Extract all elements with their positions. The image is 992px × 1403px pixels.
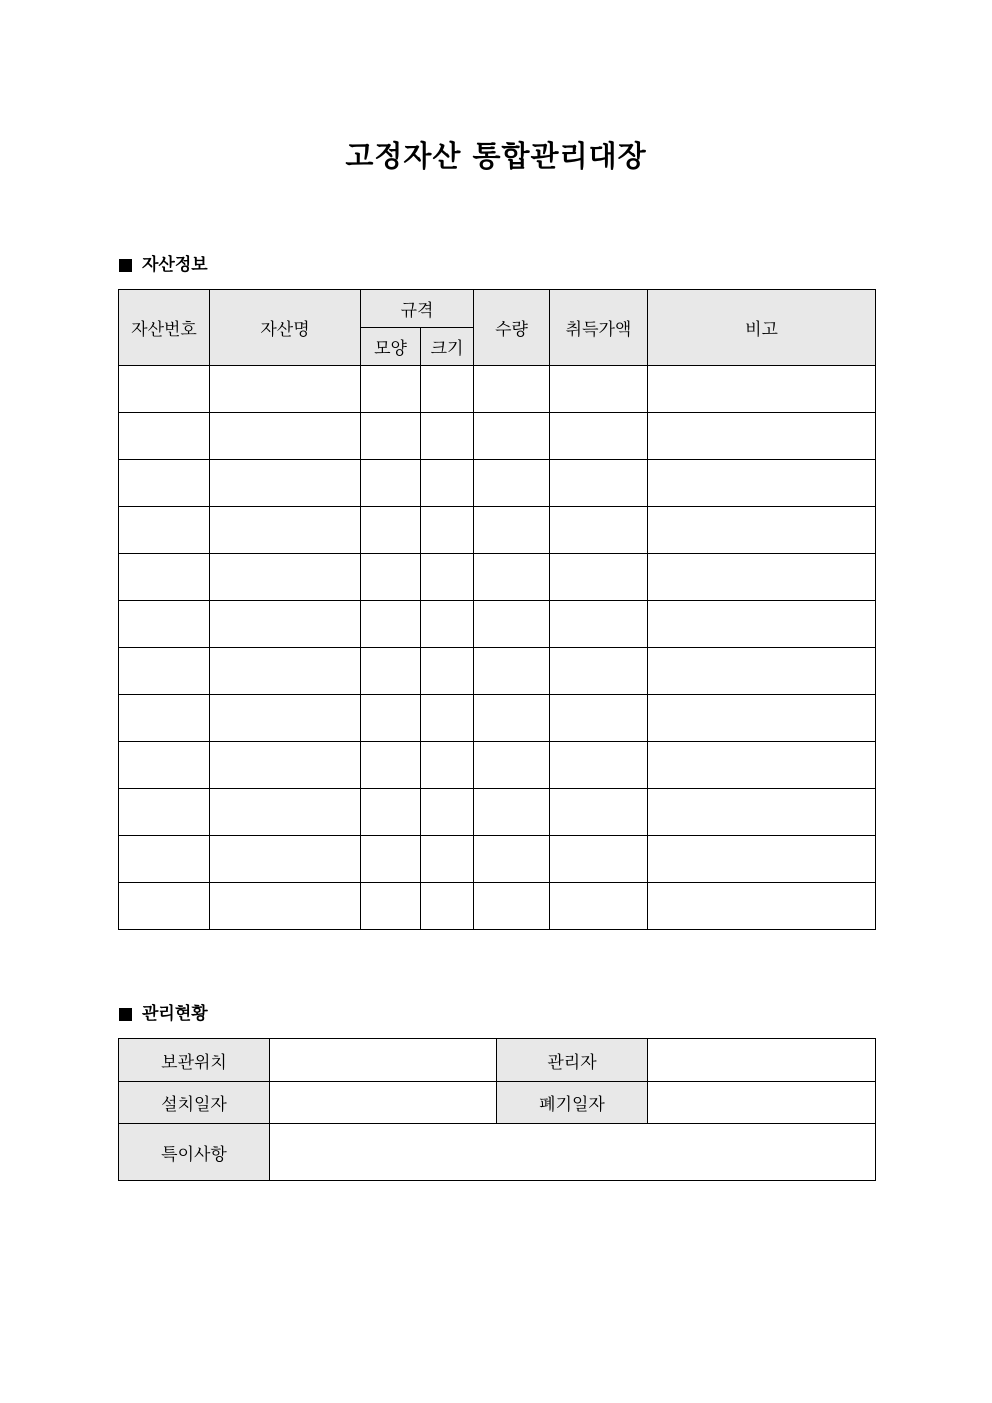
cell-remarks[interactable]	[648, 366, 876, 413]
field-install-date[interactable]	[270, 1082, 497, 1124]
cell-remarks[interactable]	[648, 460, 876, 507]
cell-quantity[interactable]	[474, 648, 550, 695]
cell-acquisition-cost[interactable]	[550, 789, 648, 836]
cell-acquisition-cost[interactable]	[550, 836, 648, 883]
table-row	[119, 836, 876, 883]
table-row	[119, 413, 876, 460]
cell-asset-no[interactable]	[119, 789, 210, 836]
cell-asset-name[interactable]	[210, 648, 361, 695]
cell-acquisition-cost[interactable]	[550, 742, 648, 789]
cell-spec-size[interactable]	[421, 742, 474, 789]
cell-asset-name[interactable]	[210, 883, 361, 930]
cell-quantity[interactable]	[474, 883, 550, 930]
cell-quantity[interactable]	[474, 601, 550, 648]
cell-spec-shape[interactable]	[361, 648, 421, 695]
col-header-spec: 규격	[361, 290, 474, 328]
asset-section-heading-text: 자산정보	[142, 255, 208, 275]
table-row	[119, 883, 876, 930]
field-special-notes[interactable]	[270, 1124, 876, 1181]
cell-asset-no[interactable]	[119, 366, 210, 413]
table-row	[119, 507, 876, 554]
table-row	[119, 554, 876, 601]
cell-quantity[interactable]	[474, 554, 550, 601]
field-disposal-date[interactable]	[648, 1082, 876, 1124]
cell-spec-shape[interactable]	[361, 413, 421, 460]
cell-asset-name[interactable]	[210, 507, 361, 554]
col-header-asset-name: 자산명	[210, 290, 361, 366]
cell-asset-no[interactable]	[119, 883, 210, 930]
label-manager: 관리자	[497, 1039, 648, 1082]
cell-asset-name[interactable]	[210, 836, 361, 883]
col-header-spec-size: 크기	[421, 328, 474, 366]
cell-spec-shape[interactable]	[361, 789, 421, 836]
cell-acquisition-cost[interactable]	[550, 883, 648, 930]
cell-spec-size[interactable]	[421, 836, 474, 883]
cell-spec-size[interactable]	[421, 883, 474, 930]
asset-info-table	[118, 289, 876, 930]
cell-asset-name[interactable]	[210, 554, 361, 601]
cell-remarks[interactable]	[648, 413, 876, 460]
cell-quantity[interactable]	[474, 366, 550, 413]
col-header-spec-shape: 모양	[361, 328, 421, 366]
cell-asset-no[interactable]	[119, 742, 210, 789]
square-bullet-icon	[119, 259, 132, 272]
cell-acquisition-cost[interactable]	[550, 648, 648, 695]
cell-spec-shape[interactable]	[361, 460, 421, 507]
cell-spec-size[interactable]	[421, 413, 474, 460]
cell-asset-name[interactable]	[210, 601, 361, 648]
cell-spec-size[interactable]	[421, 601, 474, 648]
cell-remarks[interactable]	[648, 836, 876, 883]
cell-asset-no[interactable]	[119, 601, 210, 648]
cell-acquisition-cost[interactable]	[550, 601, 648, 648]
cell-quantity[interactable]	[474, 836, 550, 883]
table-row	[119, 695, 876, 742]
cell-spec-size[interactable]	[421, 789, 474, 836]
cell-acquisition-cost[interactable]	[550, 507, 648, 554]
cell-remarks[interactable]	[648, 648, 876, 695]
cell-remarks[interactable]	[648, 695, 876, 742]
cell-spec-shape[interactable]	[361, 554, 421, 601]
cell-asset-no[interactable]	[119, 413, 210, 460]
cell-spec-shape[interactable]	[361, 742, 421, 789]
cell-remarks[interactable]	[648, 554, 876, 601]
document-title: 고정자산 통합관리대장	[345, 139, 647, 173]
cell-acquisition-cost[interactable]	[550, 366, 648, 413]
cell-spec-shape[interactable]	[361, 695, 421, 742]
table-row	[119, 648, 876, 695]
cell-spec-size[interactable]	[421, 460, 474, 507]
cell-asset-name[interactable]	[210, 789, 361, 836]
cell-quantity[interactable]	[474, 413, 550, 460]
col-header-asset-no: 자산번호	[119, 290, 210, 366]
cell-acquisition-cost[interactable]	[550, 554, 648, 601]
cell-quantity[interactable]	[474, 742, 550, 789]
field-storage-location[interactable]	[270, 1039, 497, 1082]
label-install-date: 설치일자	[119, 1082, 270, 1124]
cell-asset-no[interactable]	[119, 836, 210, 883]
cell-asset-name[interactable]	[210, 413, 361, 460]
cell-spec-shape[interactable]	[361, 507, 421, 554]
cell-acquisition-cost[interactable]	[550, 460, 648, 507]
label-storage-location: 보관위치	[119, 1039, 270, 1082]
table-row	[119, 789, 876, 836]
cell-asset-name[interactable]	[210, 742, 361, 789]
cell-spec-size[interactable]	[421, 695, 474, 742]
field-manager[interactable]	[648, 1039, 876, 1082]
cell-spec-shape[interactable]	[361, 601, 421, 648]
cell-spec-size[interactable]	[421, 648, 474, 695]
cell-spec-shape[interactable]	[361, 836, 421, 883]
cell-asset-no[interactable]	[119, 554, 210, 601]
cell-asset-no[interactable]	[119, 648, 210, 695]
cell-quantity[interactable]	[474, 695, 550, 742]
table-row	[119, 460, 876, 507]
col-header-quantity: 수량	[474, 290, 550, 366]
cell-spec-shape[interactable]	[361, 883, 421, 930]
management-status-table	[118, 1038, 876, 1181]
cell-spec-size[interactable]	[421, 507, 474, 554]
cell-quantity[interactable]	[474, 460, 550, 507]
management-section-heading	[119, 1002, 208, 1026]
label-special-notes: 특이사항	[119, 1124, 270, 1181]
cell-spec-size[interactable]	[421, 554, 474, 601]
cell-remarks[interactable]	[648, 601, 876, 648]
table-row	[119, 742, 876, 789]
cell-remarks[interactable]	[648, 742, 876, 789]
cell-asset-name[interactable]	[210, 695, 361, 742]
cell-asset-name[interactable]	[210, 366, 361, 413]
cell-spec-size[interactable]	[421, 366, 474, 413]
asset-section-heading	[119, 253, 208, 277]
cell-asset-no[interactable]	[119, 507, 210, 554]
cell-asset-no[interactable]	[119, 460, 210, 507]
cell-remarks[interactable]	[648, 507, 876, 554]
cell-remarks[interactable]	[648, 789, 876, 836]
col-header-remarks: 비고	[648, 290, 876, 366]
cell-acquisition-cost[interactable]	[550, 695, 648, 742]
label-disposal-date: 폐기일자	[497, 1082, 648, 1124]
cell-quantity[interactable]	[474, 507, 550, 554]
table-row	[119, 366, 876, 413]
cell-remarks[interactable]	[648, 883, 876, 930]
cell-asset-name[interactable]	[210, 460, 361, 507]
management-section-heading-text: 관리현황	[142, 1004, 208, 1024]
cell-acquisition-cost[interactable]	[550, 413, 648, 460]
cell-quantity[interactable]	[474, 789, 550, 836]
square-bullet-icon	[119, 1008, 132, 1021]
table-row	[119, 601, 876, 648]
cell-spec-shape[interactable]	[361, 366, 421, 413]
cell-asset-no[interactable]	[119, 695, 210, 742]
col-header-acquisition-cost: 취득가액	[550, 290, 648, 366]
